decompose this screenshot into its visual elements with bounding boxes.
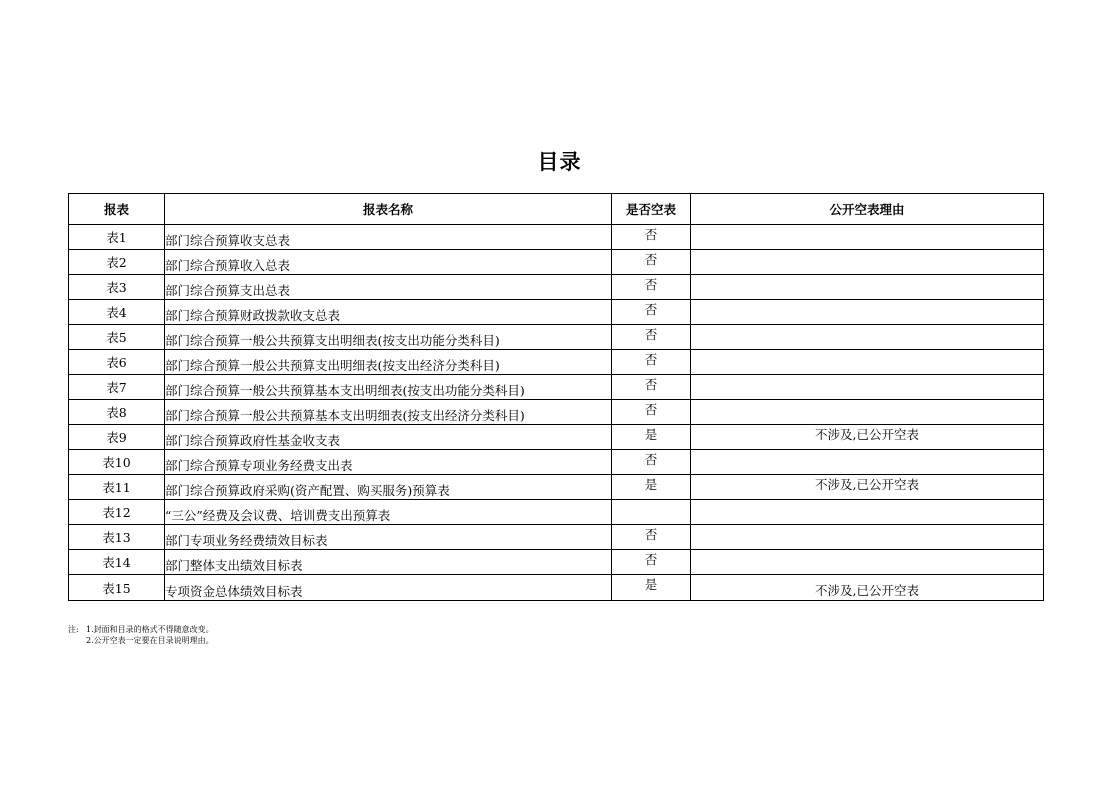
- empty-reason-cell: 不涉及,已公开空表: [691, 425, 1044, 450]
- empty-reason-cell: [691, 250, 1044, 275]
- is-empty-cell: 否: [612, 525, 691, 550]
- report-name-cell: “三公”经费及会议费、培训费支出预算表: [165, 500, 612, 525]
- report-name-cell: 部门综合预算一般公共预算支出明细表(按支出功能分类科目): [165, 325, 612, 350]
- report-name-cell: 部门综合预算政府采购(资产配置、购买服务)预算表: [165, 475, 612, 500]
- table-row: [69, 250, 1044, 275]
- table-row: [69, 300, 1044, 325]
- report-name-cell: 部门综合预算一般公共预算支出明细表(按支出经济分类科目): [165, 350, 612, 375]
- is-empty-cell: 否: [612, 250, 691, 275]
- empty-reason-cell: [691, 500, 1044, 525]
- report-code-cell: 表1: [69, 225, 165, 250]
- empty-reason-cell: [691, 325, 1044, 350]
- empty-reason-cell: [691, 375, 1044, 400]
- report-name-cell: 部门综合预算一般公共预算基本支出明细表(按支出功能分类科目): [165, 375, 612, 400]
- empty-reason-cell: [691, 550, 1044, 575]
- report-name-cell: 部门综合预算专项业务经费支出表: [165, 450, 612, 475]
- report-code-cell: 表7: [69, 375, 165, 400]
- empty-reason-cell: [691, 525, 1044, 550]
- empty-reason-cell: [691, 275, 1044, 300]
- report-code-cell: 表3: [69, 275, 165, 300]
- report-name-cell: 专项资金总体绩效目标表: [165, 575, 612, 601]
- footnote-1: [68, 624, 214, 635]
- empty-reason-cell: [691, 350, 1044, 375]
- report-name-cell: 部门综合预算支出总表: [165, 275, 612, 300]
- report-code-cell: 表15: [69, 575, 165, 601]
- is-empty-cell: 否: [612, 375, 691, 400]
- is-empty-cell: 否: [612, 300, 691, 325]
- table-row: [69, 575, 1044, 601]
- is-empty-cell: 否: [612, 325, 691, 350]
- is-empty-cell: 否: [612, 550, 691, 575]
- footnote-text: 2.公开空表一定要在目录说明理由。: [86, 636, 214, 645]
- is-empty-cell: 否: [612, 225, 691, 250]
- is-empty-cell: 否: [612, 275, 691, 300]
- is-empty-cell: 否: [612, 400, 691, 425]
- table-header-row: [69, 194, 1044, 225]
- footnote-text: 1.封面和目录的格式不得随意改变。: [86, 625, 214, 634]
- report-code-cell: 表6: [69, 350, 165, 375]
- report-code-cell: 表10: [69, 450, 165, 475]
- is-empty-cell: 否: [612, 350, 691, 375]
- header-empty-reason: 公开空表理由: [691, 194, 1044, 225]
- table-row: [69, 450, 1044, 475]
- table-row: [69, 550, 1044, 575]
- page-title: 目录: [537, 150, 582, 174]
- header-report: 报表: [69, 194, 165, 225]
- is-empty-cell: [612, 500, 691, 525]
- table-row: [69, 500, 1044, 525]
- report-name-cell: 部门专项业务经费绩效目标表: [165, 525, 612, 550]
- header-report-name: 报表名称: [165, 194, 612, 225]
- empty-reason-cell: [691, 450, 1044, 475]
- table-body: [69, 225, 1044, 601]
- empty-reason-cell: 不涉及,已公开空表: [691, 475, 1044, 500]
- catalog-table: [68, 193, 1044, 601]
- footnote-2: [68, 635, 214, 646]
- report-code-cell: 表13: [69, 525, 165, 550]
- report-name-cell: 部门综合预算收支总表: [165, 225, 612, 250]
- empty-reason-cell: [691, 400, 1044, 425]
- header-is-empty: 是否空表: [612, 194, 691, 225]
- report-code-cell: 表9: [69, 425, 165, 450]
- report-name-cell: 部门综合预算财政拨款收支总表: [165, 300, 612, 325]
- report-name-cell: 部门整体支出绩效目标表: [165, 550, 612, 575]
- report-code-cell: 表4: [69, 300, 165, 325]
- report-code-cell: 表14: [69, 550, 165, 575]
- is-empty-cell: 是: [612, 475, 691, 500]
- table-row: [69, 275, 1044, 300]
- table-row: [69, 475, 1044, 500]
- empty-reason-cell: 不涉及,已公开空表: [691, 575, 1044, 601]
- is-empty-cell: 是: [612, 575, 691, 601]
- report-code-cell: 表12: [69, 500, 165, 525]
- report-code-cell: 表8: [69, 400, 165, 425]
- report-name-cell: 部门综合预算政府性基金收支表: [165, 425, 612, 450]
- is-empty-cell: 是: [612, 425, 691, 450]
- footnotes: [68, 624, 214, 646]
- footnote-label: 注:: [68, 625, 79, 634]
- empty-reason-cell: [691, 300, 1044, 325]
- table-row: [69, 425, 1044, 450]
- table-row: [69, 325, 1044, 350]
- report-name-cell: 部门综合预算收入总表: [165, 250, 612, 275]
- report-code-cell: 表2: [69, 250, 165, 275]
- report-name-cell: 部门综合预算一般公共预算基本支出明细表(按支出经济分类科目): [165, 400, 612, 425]
- table-row: [69, 525, 1044, 550]
- table-row: [69, 225, 1044, 250]
- is-empty-cell: 否: [612, 450, 691, 475]
- table-row: [69, 375, 1044, 400]
- empty-reason-cell: [691, 225, 1044, 250]
- table-row: [69, 350, 1044, 375]
- table-row: [69, 400, 1044, 425]
- report-code-cell: 表5: [69, 325, 165, 350]
- report-code-cell: 表11: [69, 475, 165, 500]
